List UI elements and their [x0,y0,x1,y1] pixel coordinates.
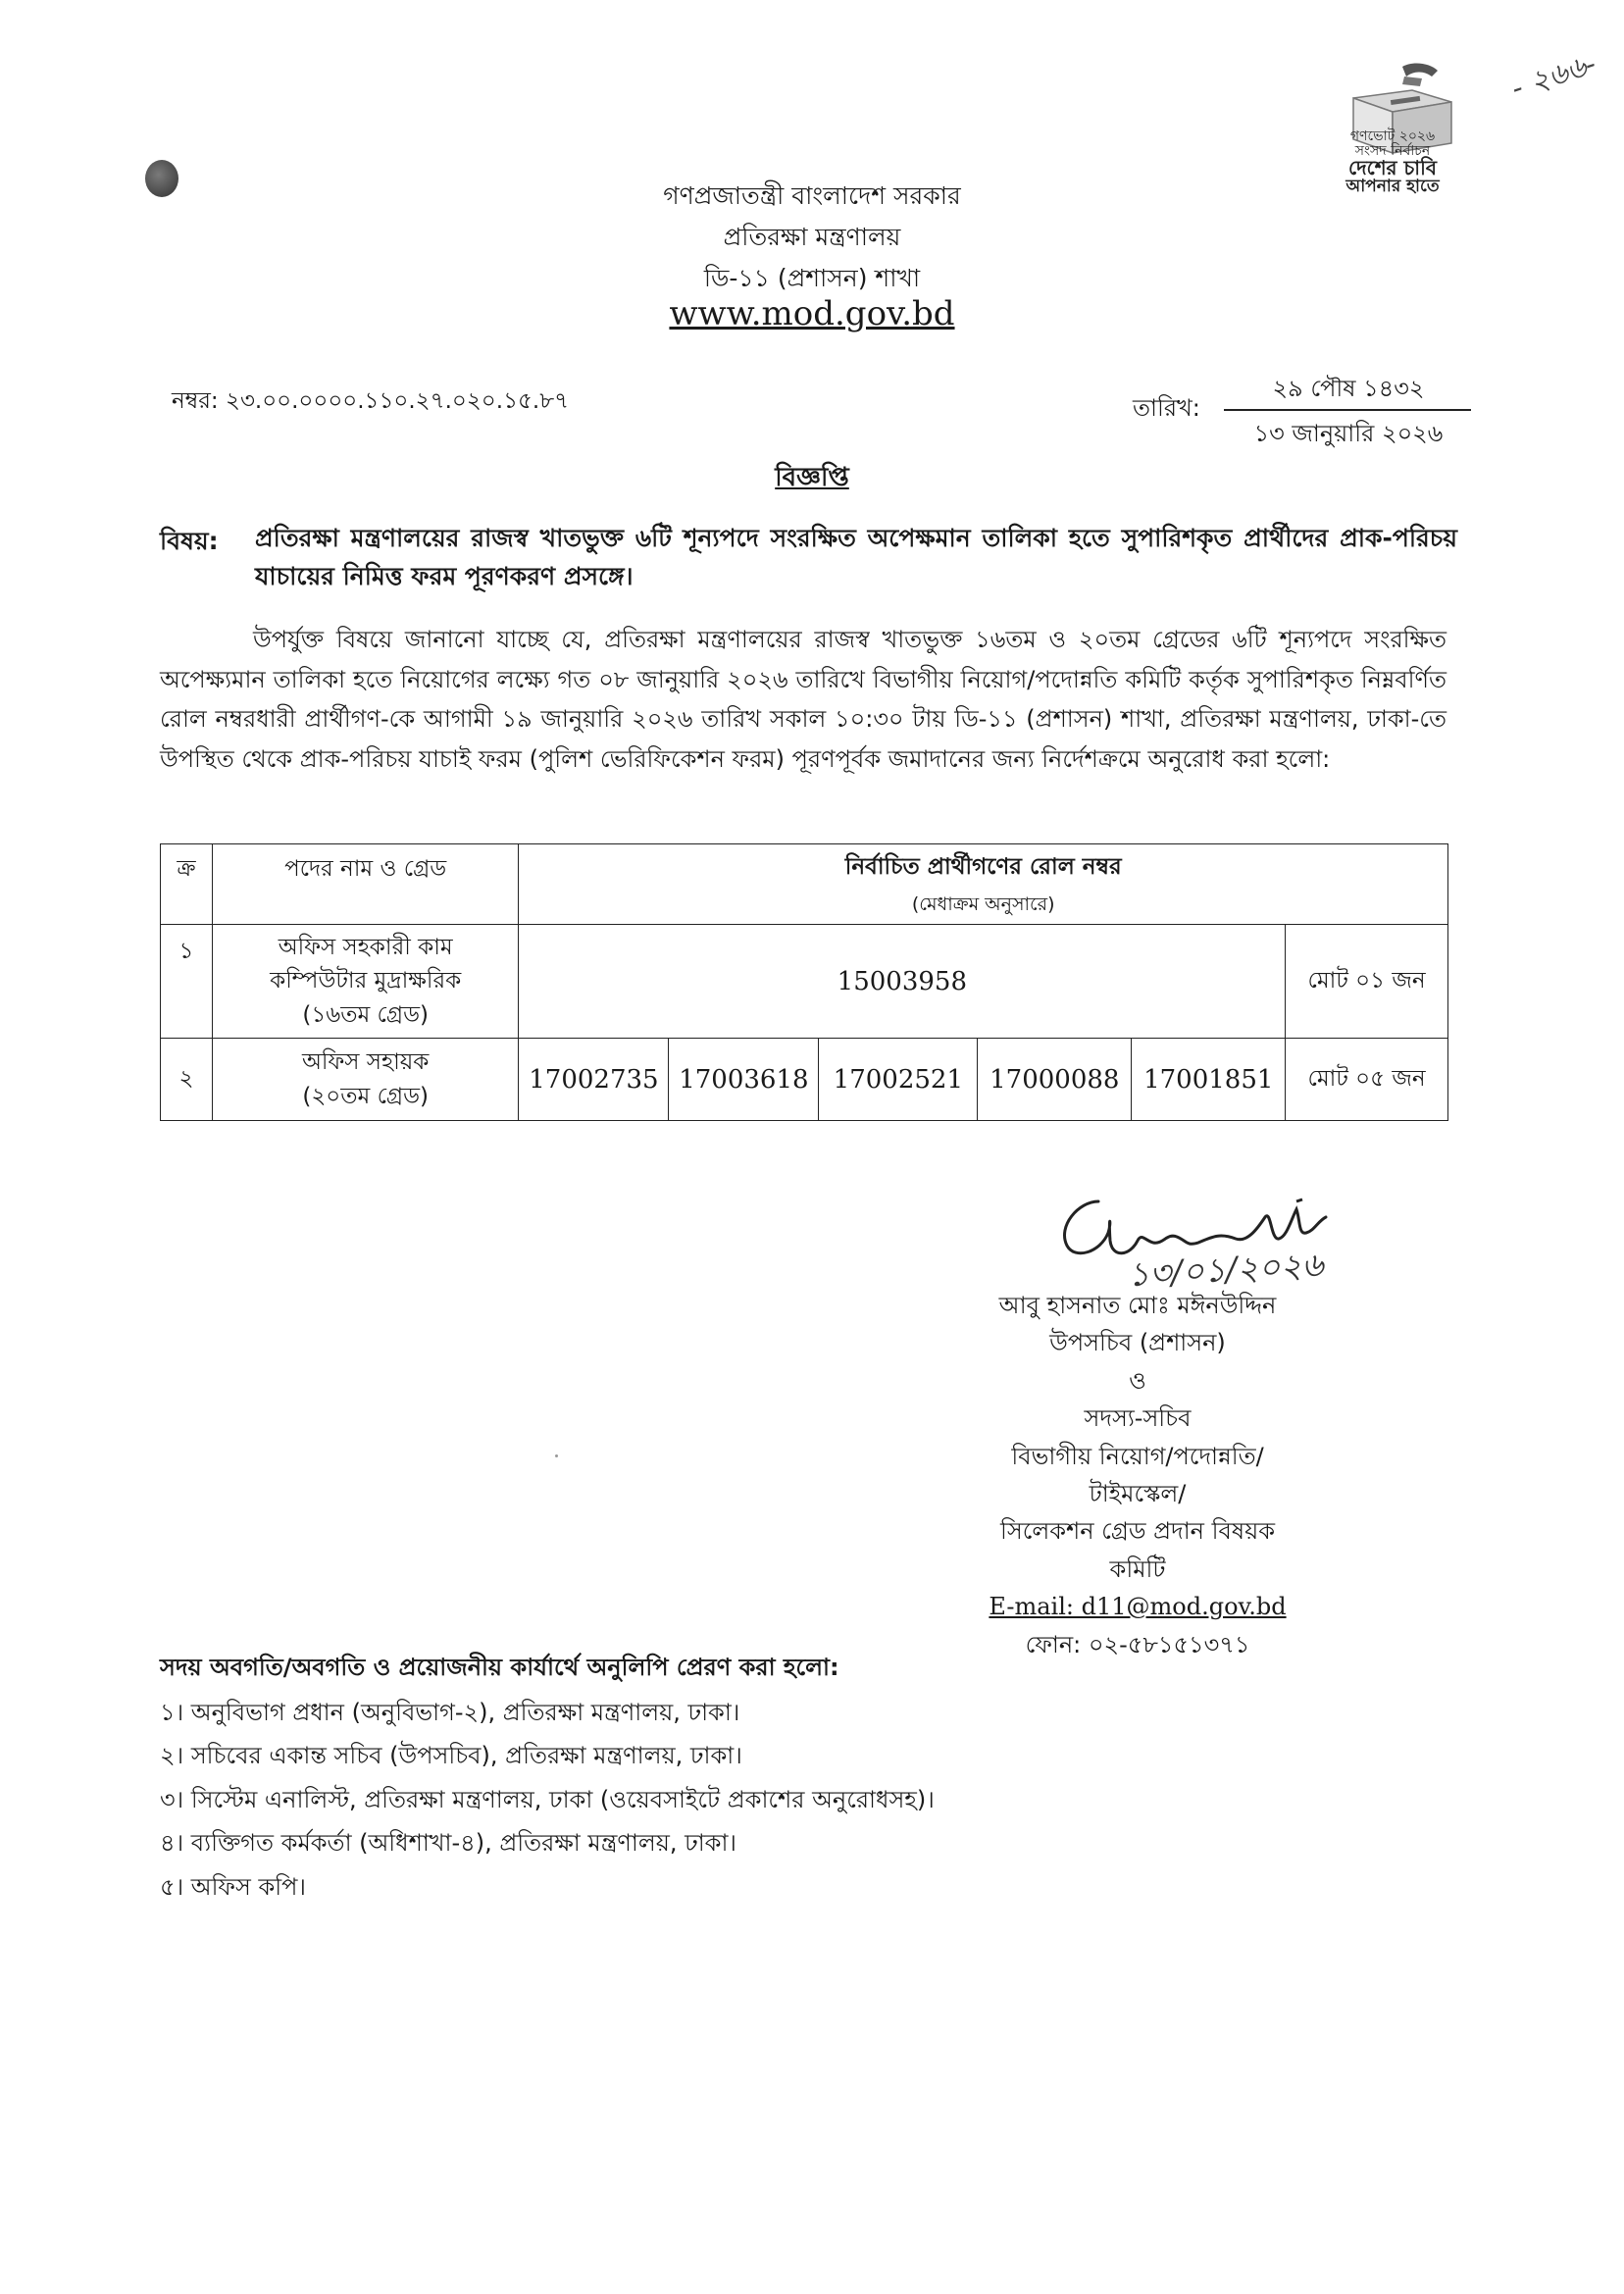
logo-line-2: সংসদ নির্বাচন [1354,142,1431,159]
signature-block [981,1287,1294,1663]
candidate-table [160,843,1448,1121]
committee-line-1: বিভাগীয় নিয়োগ/পদোন্নতি/টাইমস্কেল/ [1011,1442,1264,1507]
signatory-role: সদস্য-সচিব [1084,1404,1192,1433]
row-serial: ১ [161,925,213,1039]
email-wrapper [981,1588,1294,1625]
page-number: - ২৬৬- [1506,46,1600,107]
signatory-conjunction: ও [1129,1366,1146,1395]
header-rolls-title: নির্বাচিত প্রার্থীগণের রোল নম্বর [844,854,1122,880]
notice-title-text: বিজ্ঞপ্তি [775,463,849,492]
subject-label: বিষয়: [160,527,219,555]
body-text: উপর্যুক্ত বিষয়ে জানানো যাচ্ছে যে, প্রতিরক্ষা মন্ত্রণালয়ের রাজস্ব খাতভুক্ত ১৬তম ও ২০তম গ্রেডের ৬টি শূন্যপদে সংরক্ষিত অপেক্ষ্যমান তালিকা হতে নিয়োগের লক্ষ্যে গত ০৮ জানুয়ারি ২০২৬ তারিখে বিভাগীয় নিয়োগ/পদোন্নতি কমিটি কর্তৃক সুপারিশকৃত নিম্নবর্ণিত রোল নম্বরধারী প্রার্থীগণ-কে আগামী ১৯ জানুয়ারি ২০২৬ তারিখ সকাল ১০:৩০ টায় ডি-১১ (প্রশাসন) শাখা, প্রতিরক্ষা মন্ত্রণালয়, ঢাকা-তে উপস্থিত থেকে প্রাক-পরিচয় যাচাই ফরম (পুলিশ ভেরিফিকেশন ফরম) পূরণপূর্বক জমাদানের জন্য নির্দেশক্রমে অনুরোধ করা হলো: [160,626,1446,773]
subject-text: প্রতিরক্ষা মন্ত্রণালয়ের রাজস্ব খাতভুক্ত ৬টি শূন্যপদে সংরক্ষিত অপেক্ষমান তালিকা হতে সুপারিশকৃত প্রার্থীদের প্রাক-পরিচয় যাচায়ের নিমিত্ত ফরম পূরণকরণ প্রসঙ্গে। [255,524,1457,590]
signature-date: ১৩/০১/২০২৬ [1126,1245,1325,1296]
cc-list [160,1691,935,1909]
email-link[interactable]: E-mail: d11@mod.gov.bd [989,1593,1287,1621]
ministry-name: প্রতিরক্ষা মন্ত্রণালয় [723,223,901,251]
date-label: তারিখ: [1133,394,1200,422]
date-english: ১৩ জানুয়ারি ২০২৬ [1253,420,1444,447]
row-total: মোট ০৫ জন [1286,1039,1448,1121]
row-post [212,1039,519,1121]
post-line: অফিস সহকারী কাম [278,934,453,960]
roll-number: 17003618 [669,1039,819,1121]
roll-number: 17002735 [519,1039,669,1121]
roll-number: 17002521 [819,1039,978,1121]
logo-line-4: আপনার হাতে [1345,177,1440,197]
body-paragraph [160,620,1446,779]
logo-line-1: গণভোট ২০২৬ [1349,128,1436,144]
list-item: ৪। ব্যক্তিগত কর্মকর্তা (অধিশাখা-৪), প্রতিরক্ষা মন্ত্রণালয়, ঢাকা। [160,1829,736,1858]
committee-line-2: সিলেকশন গ্রেড প্রদান বিষয়ক কমিটি [999,1517,1276,1583]
list-item: ১। অনুবিভাগ প্রধান (অনুবিভাগ-২), প্রতিরক্ষা মন্ত্রণালয়, ঢাকা। [160,1699,740,1726]
post-grade: (১৬তম গ্রেড) [302,1001,430,1028]
post-line: কম্পিউটার মুদ্রাক্ষরিক [270,968,462,994]
date-divider [1224,409,1471,411]
table-header-row [161,844,1448,925]
website-link-wrapper [0,294,1624,333]
phone-number: ফোন: ০২-৫৮১৫১৩৭১ [1025,1630,1250,1658]
row-serial: ২ [161,1039,213,1121]
scan-speck [555,1454,558,1457]
header-serial: ক্র [161,844,213,925]
roll-number: 17000088 [978,1039,1132,1121]
roll-number: 17001851 [1132,1039,1286,1121]
post-line: অফিস সহায়ক [301,1049,430,1075]
header-rolls-sub: (মেধাক্রম অনুসারে) [911,893,1055,915]
logo-line-3: দেশের চাবি [1348,156,1437,180]
notice-title [0,457,1624,500]
signatory-designation: উপসচিব (প্রশাসন) [1049,1329,1226,1357]
post-grade: (২০তম গ্রেড) [302,1083,430,1109]
row-total: মোট ০১ জন [1286,925,1448,1039]
table-row [161,1039,1448,1121]
cc-title: সদয় অবগতি/অবগতি ও প্রয়োজনীয় কার্যার্থে অনুলিপি প্রেরণ করা হলো: [160,1654,839,1681]
header-post: পদের নাম ও গ্রেড [212,844,519,925]
table-row [161,925,1448,1039]
row-post [212,925,519,1039]
government-name: গণপ্রজাতন্ত্রী বাংলাদেশ সরকার [663,181,961,210]
list-item: ৩। সিস্টেম এনালিস্ট, প্রতিরক্ষা মন্ত্রণালয়, ঢাকা (ওয়েবসাইটে প্রকাশের অনুরোধসহ)। [160,1785,935,1813]
website-link[interactable]: www.mod.gov.bd [669,294,955,333]
roll-number: 15003958 [519,925,1286,1039]
signatory-name: আবু হাসনাত মোঃ মঈনউদ্দিন [998,1292,1277,1319]
memo-number: নম্বর: ২৩.০০.০০০০.১১০.২৭.০২০.১৫.৮৭ [172,388,570,414]
branch-name: ডি-১১ (প্রশাসন) শাখা [703,264,921,292]
date-bangla: ২৯ পৌষ ১৪৩২ [1272,375,1425,402]
list-item: ২। সচিবের একান্ত সচিব (উপসচিব), প্রতিরক্ষা মন্ত্রণালয়, ঢাকা। [160,1742,742,1770]
header-rolls [519,844,1448,925]
list-item: ৫। অফিস কপি। [160,1872,306,1901]
